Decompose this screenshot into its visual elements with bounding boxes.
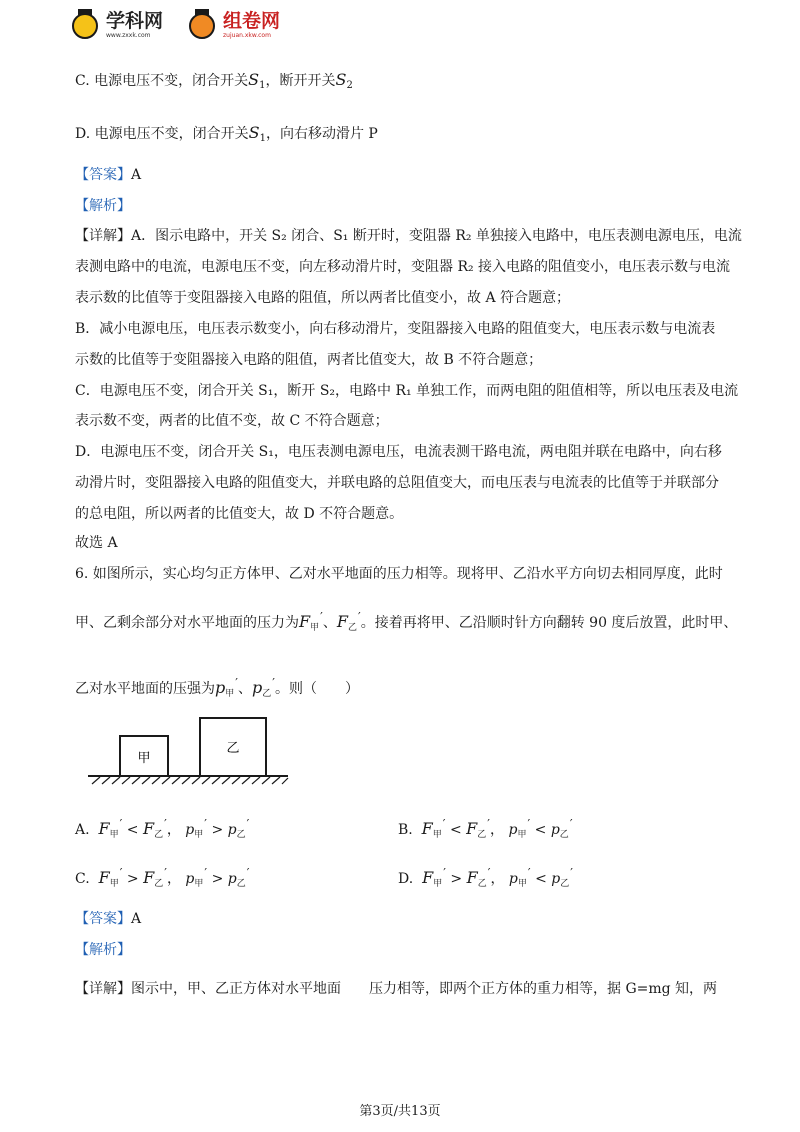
q6-figure	[88, 716, 292, 788]
q5-detail-line-10: 的总电阻，所以两者的比值变大，故 D 不符合题意。	[75, 506, 404, 522]
page-number: 第3页/共13页	[359, 1104, 441, 1119]
q6-option-d: D. $F_甲' > F_乙'$， $p_甲' < p_乙'$	[398, 866, 573, 889]
q6-stem-line-1: 6. 如图所示，实心均匀正方体甲、乙对水平地面的压力相等。现将甲、乙沿水平方向切去相同厚度，此时	[75, 566, 723, 582]
xuekewang-logo-icon	[72, 13, 98, 39]
q5-conclusion: 故选 A	[75, 535, 118, 551]
q5-detail-line-7: 表示数不变，两者的比值不变，故 C 不符合题意；	[75, 413, 389, 429]
header-logos	[72, 12, 280, 39]
zujuanwang-logo-text: 组卷网	[223, 10, 281, 32]
q5-detail-line-2: 表测电路中的电流，电源电压不变，向左移动滑片时，变阻器 R₂ 接入电路的阻值变小，电压表示数与电流	[75, 259, 731, 275]
zujuanwang-logo-url: zujuan.xkw.com	[223, 32, 271, 39]
q6-option-b: B. $F_甲' < F_乙'$， $p_甲' < p_乙'$	[398, 817, 573, 840]
q6-option-a: A. $F_甲' < F_乙'$， $p_甲' > p_乙'$	[75, 817, 250, 840]
q5-detail-line-3: 表示数的比值等于变阻器接入电路的阻值，所以两者比值变小，故 A 符合题意；	[75, 290, 571, 306]
q5-detail-line-9: 动滑片时，变阻器接入电路的阻值变大，并联电路的总阻值变大，而电压表与电流表的比值等于并联部分	[75, 475, 719, 491]
q6-analysis-tag: 【解析】	[75, 942, 131, 958]
ground-hatch	[92, 777, 288, 784]
q6-option-c: C. $F_甲' > F_乙'$， $p_甲' > p_乙'$	[75, 866, 250, 889]
prev-option-d: D. 电源电压不变，闭合开关$S_1$，向右移动滑片 P	[75, 123, 378, 144]
zujuanwang-logo-icon	[189, 13, 215, 39]
q5-detail-line-6: C．电源电压不变，闭合开关 S₁，断开 S₂，电路中 R₁ 单独工作，而两电阻的阻值相等，所以电压表及电流	[75, 383, 739, 399]
prev-option-c: C. 电源电压不变，闭合开关$S_1$，断开开关$S_2$	[75, 70, 353, 91]
q5-detail-line-8: D．电源电压不变，闭合开关 S₁，电压表测电源电压，电流表测干路电流，两电阻并联在电路中，向右移	[75, 444, 722, 460]
q5-analysis-tag: 【解析】	[75, 198, 131, 214]
box-jia-label: 甲	[137, 751, 151, 766]
q5-detail-line-4: B．减小电源电压，电压表示数变小，向右移动滑片，变阻器接入电路的阻值变大，电压表示数与电流表	[75, 321, 716, 337]
q6-answer: 【答案】A	[75, 911, 142, 927]
q6-stem-line-2: 甲、乙剩余部分对水平地面的压力为$F_甲'$、$F_乙'$。接着再将甲、乙沿顺时针方向翻转 90 度后放置，此时甲、	[75, 610, 738, 633]
q5-detail-line-5: 示数的比值等于变阻器接入电路的阻值，两者比值变大，故 B 不符合题意；	[75, 352, 543, 368]
q6-detail: 【详解】图示中，甲、乙正方体对水平地面 压力相等，即两个正方体的重力相等，据 G=mg 知，两	[75, 981, 718, 997]
q6-stem-line-3: 乙对水平地面的压强为$p_甲'$、$p_乙'$。则（ ）	[75, 676, 359, 699]
q5-answer: 【答案】A	[75, 167, 142, 183]
xuekewang-logo-text: 学科网	[106, 10, 164, 32]
box-yi-label: 乙	[226, 741, 240, 756]
q5-detail-line-1: 【详解】A．图示电路中，开关 S₂ 闭合、S₁ 断开时，变阻器 R₂ 单独接入电路中，电压表测电源电压，电流	[75, 228, 742, 244]
xuekewang-logo-url: www.zxxk.com	[106, 32, 151, 39]
